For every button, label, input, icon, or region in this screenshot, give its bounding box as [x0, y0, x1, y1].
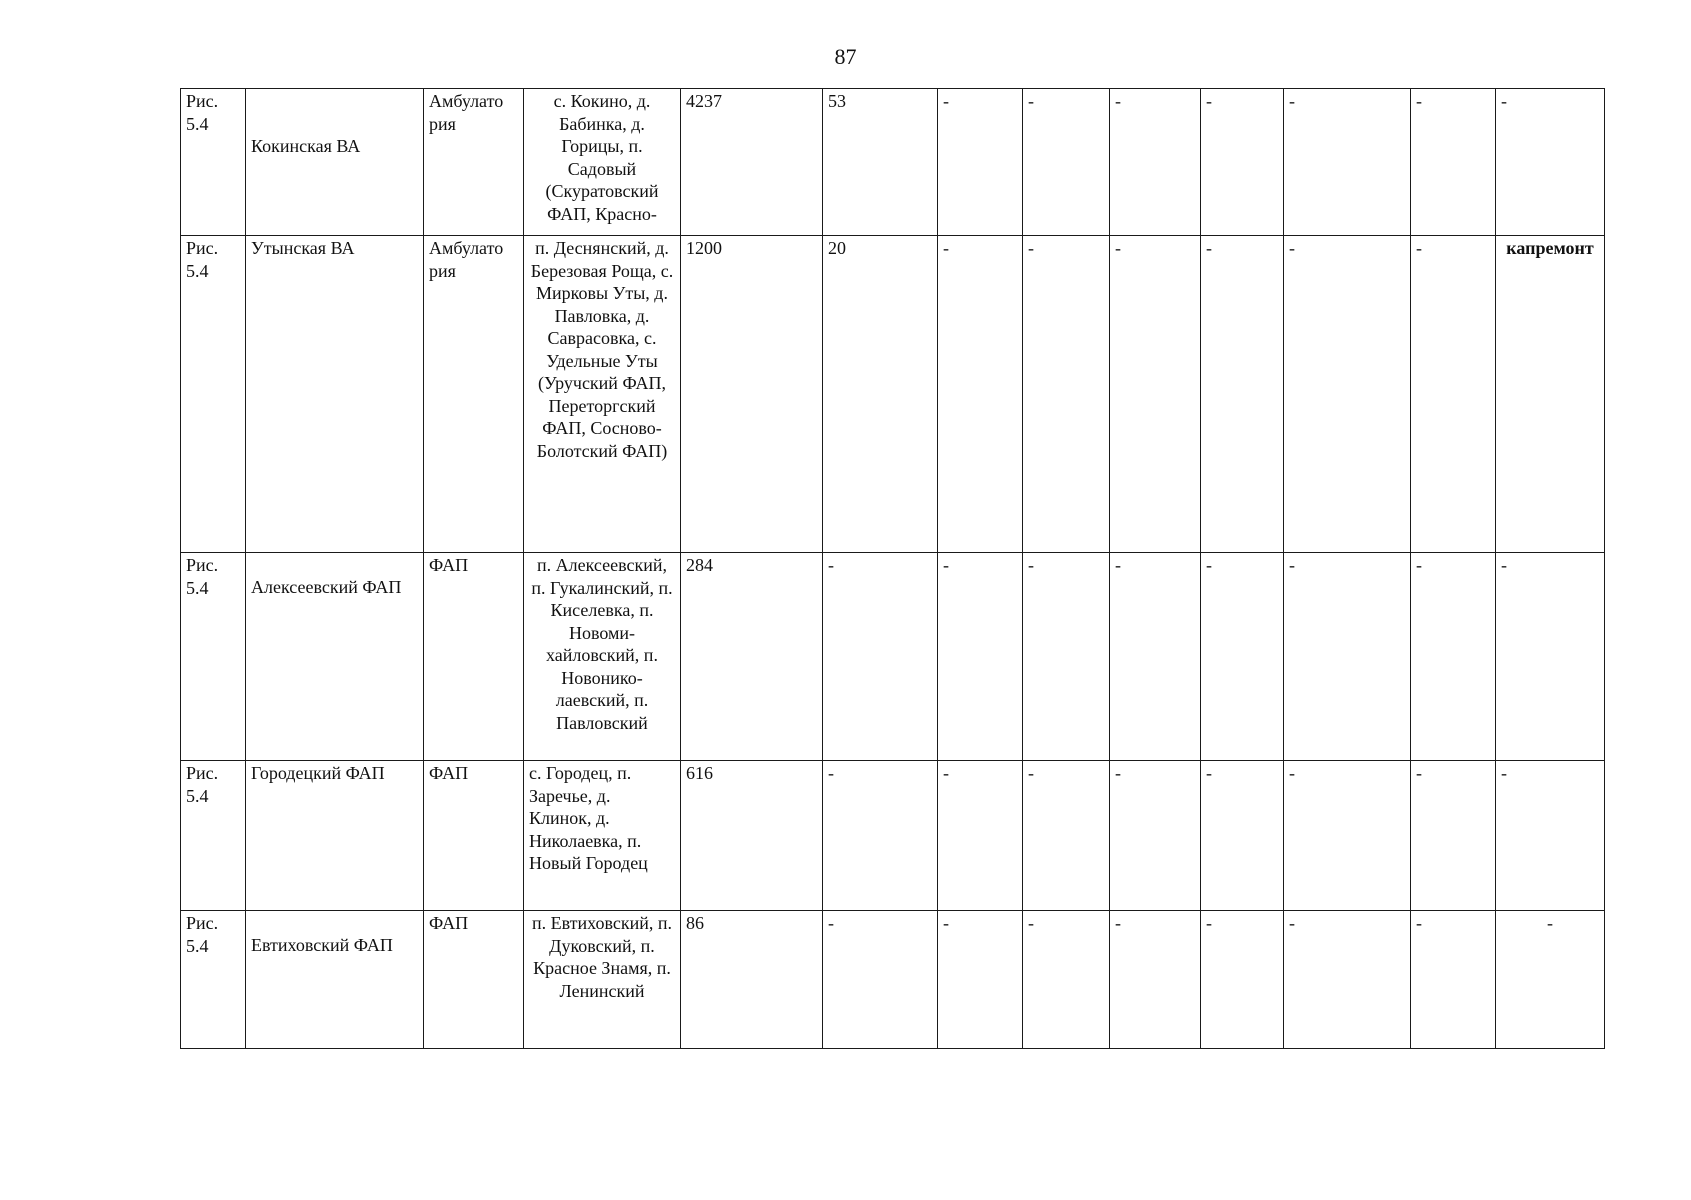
facility-type-cell: Амбулато рия	[424, 89, 524, 236]
facility-type-cell: ФАП	[424, 761, 524, 911]
table-row	[181, 761, 1605, 911]
localities-cell: п. Деснянский, д. Березовая Роща, с. Мирковы Уты, д. Павловка, д. Саврасовка, с. Удельные Уты (Уручcкий ФАП, Переторгский ФАП, Сосново-Болотский ФАП)	[524, 236, 681, 553]
table-row	[181, 553, 1605, 761]
dash-cell: -	[938, 236, 1023, 553]
dash-cell: -	[1284, 553, 1411, 761]
population-cell: 1200	[681, 236, 823, 553]
dash-cell: -	[1284, 89, 1411, 236]
localities-cell: с. Кокино, д. Бабинка, д. Горицы, п. Садовый (Скуратовский ФАП, Красно-	[524, 89, 681, 236]
dash-cell: -	[1110, 761, 1201, 911]
dash-cell: -	[1411, 89, 1496, 236]
page-number: 87	[834, 44, 857, 69]
facility-name-cell: Городецкий ФАП	[246, 761, 424, 911]
facility-name-cell	[246, 911, 424, 1049]
dash-cell: -	[1201, 911, 1284, 1049]
figure-ref-cell: Рис. 5.4	[181, 761, 246, 911]
dash-cell: -	[1110, 911, 1201, 1049]
table-row	[181, 89, 1605, 236]
dash-cell: -	[1110, 553, 1201, 761]
status-cell: -	[1496, 911, 1605, 1049]
dash-cell: -	[1023, 911, 1110, 1049]
dash-cell: -	[1201, 89, 1284, 236]
dash-cell: -	[1284, 236, 1411, 553]
facility-name-cell	[246, 553, 424, 761]
figure-ref-cell: Рис. 5.4	[181, 911, 246, 1049]
table-row	[181, 236, 1605, 553]
dash-cell: -	[1411, 761, 1496, 911]
dash-cell: -	[1023, 89, 1110, 236]
dash-cell: -	[1023, 236, 1110, 553]
value-cell: 20	[823, 236, 938, 553]
status-cell: капремонт	[1496, 236, 1605, 553]
figure-ref-cell: Рис. 5.4	[181, 89, 246, 236]
value-cell: -	[823, 553, 938, 761]
value-cell: -	[823, 911, 938, 1049]
population-cell: 284	[681, 553, 823, 761]
dash-cell: -	[1110, 236, 1201, 553]
dash-cell: -	[1411, 553, 1496, 761]
facility-name: Кокинская ВА	[251, 136, 361, 156]
dash-cell: -	[1411, 911, 1496, 1049]
dash-cell: -	[1023, 761, 1110, 911]
status-cell: -	[1496, 553, 1605, 761]
dash-cell: -	[938, 761, 1023, 911]
facility-name-cell: Утынская ВА	[246, 236, 424, 553]
localities-cell: с. Городец, п. Заречье, д. Клинок, д. Николаевка, п. Новый Городец	[524, 761, 681, 911]
dash-cell: -	[1201, 553, 1284, 761]
facility-type-cell: ФАП	[424, 911, 524, 1049]
localities-cell: п. Алексеевский, п. Гукалинский, п. Киселевка, п. Новоми-хайловский, п. Новонико-лаевский, п. Павловский	[524, 553, 681, 761]
population-cell: 86	[681, 911, 823, 1049]
table-row	[181, 911, 1605, 1049]
value-cell: -	[823, 761, 938, 911]
population-cell: 4237	[681, 89, 823, 236]
value-cell: 53	[823, 89, 938, 236]
dash-cell: -	[938, 89, 1023, 236]
facility-type-cell: Амбулато рия	[424, 236, 524, 553]
figure-ref-cell: Рис. 5.4	[181, 553, 246, 761]
figure-ref-cell: Рис. 5.4	[181, 236, 246, 553]
dash-cell: -	[1201, 761, 1284, 911]
dash-cell: -	[1411, 236, 1496, 553]
dash-cell: -	[938, 553, 1023, 761]
dash-cell: -	[1023, 553, 1110, 761]
dash-cell: -	[938, 911, 1023, 1049]
status-cell: -	[1496, 89, 1605, 236]
dash-cell: -	[1284, 911, 1411, 1049]
status-cell: -	[1496, 761, 1605, 911]
facility-type-cell: ФАП	[424, 553, 524, 761]
facilities-table	[180, 88, 1605, 1049]
facility-name: Евтиховский ФАП	[251, 935, 393, 955]
population-cell: 616	[681, 761, 823, 911]
facility-name: Алексеевский ФАП	[251, 577, 402, 597]
facility-name-cell	[246, 89, 424, 236]
dash-cell: -	[1110, 89, 1201, 236]
dash-cell: -	[1201, 236, 1284, 553]
dash-cell: -	[1284, 761, 1411, 911]
localities-cell: п. Евтиховский, п. Дуковский, п. Красное Знамя, п. Ленинский	[524, 911, 681, 1049]
